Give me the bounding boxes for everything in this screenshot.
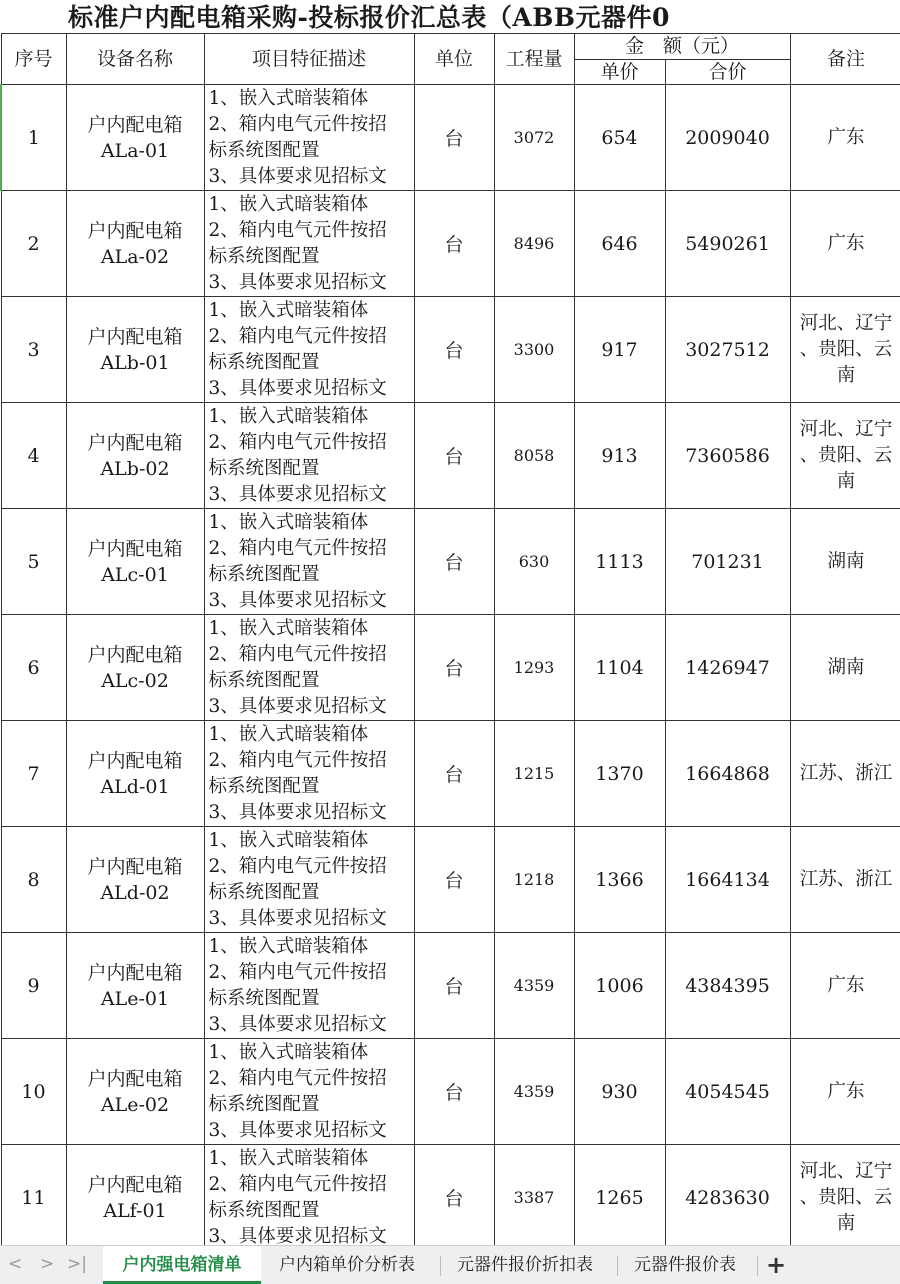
cell-device-name[interactable] bbox=[66, 933, 204, 1039]
header-unit[interactable]: 单位 bbox=[414, 34, 494, 85]
cell-note[interactable] bbox=[790, 297, 900, 403]
desc-line: 1、嵌入式暗装箱体 bbox=[208, 1042, 369, 1063]
device-code: ALd-02 bbox=[100, 881, 170, 904]
note-line: 、贵阳、云 bbox=[799, 338, 893, 360]
note-line: 河北、辽宁 bbox=[799, 312, 893, 334]
cell-unit-price[interactable]: 1370 bbox=[574, 721, 665, 827]
tab-component-quote[interactable]: 元器件报价表 bbox=[634, 1255, 736, 1275]
desc-line: 标系统图配置 bbox=[208, 988, 320, 1009]
note-line: 江苏、浙江 bbox=[799, 762, 893, 784]
tab-separator bbox=[440, 1256, 441, 1276]
note-line: 湖南 bbox=[827, 550, 865, 572]
cell-description[interactable] bbox=[204, 615, 414, 721]
note-line: 南 bbox=[836, 470, 856, 492]
table-row bbox=[1, 191, 900, 297]
desc-line: 2、箱内电气元件按招 bbox=[208, 1174, 387, 1195]
desc-line: 3、具体要求见招标文 bbox=[208, 1120, 387, 1141]
cell-device-name[interactable] bbox=[66, 85, 204, 191]
header-amount[interactable]: 金 额（元） bbox=[574, 34, 790, 60]
header-index[interactable]: 序号 bbox=[1, 34, 66, 85]
desc-line: 3、具体要求见招标文 bbox=[208, 272, 387, 293]
cell-description[interactable] bbox=[204, 191, 414, 297]
cell-description[interactable] bbox=[204, 933, 414, 1039]
cell-device-name[interactable] bbox=[66, 721, 204, 827]
cell-unit[interactable]: 台 bbox=[414, 1145, 494, 1246]
desc-line: 3、具体要求见招标文 bbox=[208, 1226, 387, 1245]
table-row bbox=[1, 297, 900, 403]
cell-unit[interactable]: 台 bbox=[414, 403, 494, 509]
cell-unit[interactable]: 台 bbox=[414, 85, 494, 191]
cell-unit[interactable]: 台 bbox=[414, 191, 494, 297]
cell-device-name[interactable] bbox=[66, 615, 204, 721]
desc-line: 2、箱内电气元件按招 bbox=[208, 750, 387, 771]
cell-index[interactable]: 4 bbox=[1, 403, 66, 509]
device-code: ALc-01 bbox=[101, 563, 169, 586]
cell-quantity[interactable]: 4359 bbox=[494, 1039, 574, 1145]
cell-index[interactable]: 2 bbox=[1, 191, 66, 297]
device-code: ALb-02 bbox=[100, 457, 170, 480]
cell-description[interactable] bbox=[204, 1145, 414, 1246]
cell-device-name[interactable] bbox=[66, 191, 204, 297]
device-code: ALc-02 bbox=[101, 669, 169, 692]
cell-description[interactable] bbox=[204, 509, 414, 615]
cell-quantity[interactable]: 3387 bbox=[494, 1145, 574, 1246]
cell-description[interactable] bbox=[204, 85, 414, 191]
cell-index[interactable]: 7 bbox=[1, 721, 66, 827]
desc-line: 2、箱内电气元件按招 bbox=[208, 962, 387, 983]
cell-total-price[interactable]: 4283630 bbox=[665, 1145, 790, 1246]
tab-separator bbox=[617, 1256, 618, 1276]
cell-description[interactable] bbox=[204, 1039, 414, 1145]
cell-index[interactable]: 11 bbox=[1, 1145, 66, 1246]
desc-line: 2、箱内电气元件按招 bbox=[208, 114, 387, 135]
desc-line: 2、箱内电气元件按招 bbox=[208, 220, 387, 241]
first-sheet-arrow-icon[interactable]: < bbox=[8, 1254, 23, 1274]
desc-line: 1、嵌入式暗装箱体 bbox=[208, 830, 369, 851]
note-line: 广东 bbox=[827, 232, 865, 254]
desc-line: 标系统图配置 bbox=[208, 140, 320, 161]
quote-table bbox=[0, 33, 900, 1245]
desc-line: 3、具体要求见招标文 bbox=[208, 802, 387, 823]
desc-line: 1、嵌入式暗装箱体 bbox=[208, 724, 369, 745]
desc-line: 2、箱内电气元件按招 bbox=[208, 326, 387, 347]
cell-total-price[interactable]: 1664868 bbox=[665, 721, 790, 827]
device-name-line: 户内配电箱 bbox=[87, 749, 183, 772]
device-code: ALe-02 bbox=[100, 1093, 170, 1116]
table-row bbox=[1, 827, 900, 933]
cell-unit-price[interactable]: 917 bbox=[574, 297, 665, 403]
add-sheet-icon[interactable]: + bbox=[766, 1251, 787, 1279]
device-code: ALb-01 bbox=[100, 351, 170, 374]
header-name[interactable]: 设备名称 bbox=[66, 34, 204, 85]
table-row bbox=[1, 85, 900, 191]
header-qty[interactable]: 工程量 bbox=[494, 34, 574, 85]
note-line: 江苏、浙江 bbox=[799, 868, 893, 890]
desc-line: 3、具体要求见招标文 bbox=[208, 378, 387, 399]
cell-total-price[interactable]: 3027512 bbox=[665, 297, 790, 403]
desc-line: 标系统图配置 bbox=[208, 1094, 320, 1115]
cell-note[interactable] bbox=[790, 85, 900, 191]
note-line: 广东 bbox=[827, 126, 865, 148]
spreadsheet-grid[interactable] bbox=[0, 33, 900, 1245]
last-sheet-arrow-icon[interactable]: >| bbox=[67, 1254, 87, 1274]
cell-index[interactable]: 5 bbox=[1, 509, 66, 615]
tab-discount-sheet[interactable]: 元器件报价折扣表 bbox=[457, 1255, 593, 1275]
desc-line: 2、箱内电气元件按招 bbox=[208, 538, 387, 559]
cell-unit[interactable]: 台 bbox=[414, 933, 494, 1039]
device-name-line: 户内配电箱 bbox=[87, 855, 183, 878]
cell-unit[interactable]: 台 bbox=[414, 827, 494, 933]
cell-note[interactable] bbox=[790, 1039, 900, 1145]
cell-device-name[interactable] bbox=[66, 1039, 204, 1145]
table-row bbox=[1, 615, 900, 721]
cell-index[interactable]: 8 bbox=[1, 827, 66, 933]
header-total[interactable]: 合价 bbox=[665, 60, 790, 85]
tab-strong-box-list[interactable]: 户内强电箱清单 bbox=[103, 1246, 261, 1284]
device-code: ALa-01 bbox=[100, 139, 170, 162]
cell-unit-price[interactable]: 930 bbox=[574, 1039, 665, 1145]
note-line: 、贵阳、云 bbox=[799, 1186, 893, 1208]
cell-total-price[interactable]: 5490261 bbox=[665, 191, 790, 297]
cell-device-name[interactable] bbox=[66, 403, 204, 509]
desc-line: 2、箱内电气元件按招 bbox=[208, 856, 387, 877]
cell-note[interactable] bbox=[790, 403, 900, 509]
cell-unit[interactable]: 台 bbox=[414, 297, 494, 403]
cell-note[interactable] bbox=[790, 615, 900, 721]
note-line: 南 bbox=[836, 1212, 856, 1234]
tab-unit-price-analysis[interactable]: 户内箱单价分析表 bbox=[279, 1255, 415, 1275]
desc-line: 标系统图配置 bbox=[208, 882, 320, 903]
desc-line: 标系统图配置 bbox=[208, 670, 320, 691]
device-code: ALe-01 bbox=[100, 987, 170, 1010]
desc-line: 标系统图配置 bbox=[208, 458, 320, 479]
table-row bbox=[1, 721, 900, 827]
cell-device-name[interactable] bbox=[66, 1145, 204, 1246]
note-line: 广东 bbox=[827, 1080, 865, 1102]
note-line: 河北、辽宁 bbox=[799, 418, 893, 440]
device-name-line: 户内配电箱 bbox=[87, 219, 183, 242]
cell-quantity[interactable]: 8496 bbox=[494, 191, 574, 297]
desc-line: 3、具体要求见招标文 bbox=[208, 696, 387, 717]
cell-index[interactable]: 6 bbox=[1, 615, 66, 721]
desc-line: 标系统图配置 bbox=[208, 246, 320, 267]
cell-total-price[interactable]: 1664134 bbox=[665, 827, 790, 933]
cell-description[interactable] bbox=[204, 297, 414, 403]
note-line: 、贵阳、云 bbox=[799, 444, 893, 466]
cell-total-price[interactable]: 7360586 bbox=[665, 403, 790, 509]
note-line: 河北、辽宁 bbox=[799, 1160, 893, 1182]
cell-unit[interactable]: 台 bbox=[414, 721, 494, 827]
cell-note[interactable] bbox=[790, 721, 900, 827]
cell-index[interactable]: 10 bbox=[1, 1039, 66, 1145]
table-row bbox=[1, 933, 900, 1039]
desc-line: 3、具体要求见招标文 bbox=[208, 484, 387, 505]
device-name-line: 户内配电箱 bbox=[87, 113, 183, 136]
desc-line: 标系统图配置 bbox=[208, 1200, 320, 1221]
cell-device-name[interactable] bbox=[66, 297, 204, 403]
cell-unit-price[interactable]: 1265 bbox=[574, 1145, 665, 1246]
header-unit-price[interactable]: 单价 bbox=[574, 60, 665, 85]
cell-unit[interactable]: 台 bbox=[414, 1039, 494, 1145]
note-line: 湖南 bbox=[827, 656, 865, 678]
device-name-line: 户内配电箱 bbox=[87, 537, 183, 560]
cell-unit[interactable]: 台 bbox=[414, 615, 494, 721]
cell-index[interactable]: 3 bbox=[1, 297, 66, 403]
desc-line: 标系统图配置 bbox=[208, 352, 320, 373]
desc-line: 标系统图配置 bbox=[208, 564, 320, 585]
cell-quantity[interactable]: 4359 bbox=[494, 933, 574, 1039]
cell-description[interactable] bbox=[204, 827, 414, 933]
desc-line: 1、嵌入式暗装箱体 bbox=[208, 88, 369, 109]
table-row bbox=[1, 1039, 900, 1145]
cell-unit-price[interactable]: 1104 bbox=[574, 615, 665, 721]
cell-total-price[interactable]: 2009040 bbox=[665, 85, 790, 191]
cell-note[interactable] bbox=[790, 1145, 900, 1246]
device-name-line: 户内配电箱 bbox=[87, 1173, 183, 1196]
header-desc[interactable]: 项目特征描述 bbox=[204, 34, 414, 85]
cell-unit[interactable]: 台 bbox=[414, 509, 494, 615]
desc-line: 2、箱内电气元件按招 bbox=[208, 432, 387, 453]
cell-quantity[interactable]: 8058 bbox=[494, 403, 574, 509]
cell-unit-price[interactable]: 1006 bbox=[574, 933, 665, 1039]
note-line: 广东 bbox=[827, 974, 865, 996]
cell-total-price[interactable]: 4054545 bbox=[665, 1039, 790, 1145]
cell-quantity[interactable]: 3072 bbox=[494, 85, 574, 191]
desc-line: 3、具体要求见招标文 bbox=[208, 166, 387, 187]
cell-quantity[interactable]: 1218 bbox=[494, 827, 574, 933]
desc-line: 标系统图配置 bbox=[208, 776, 320, 797]
desc-line: 1、嵌入式暗装箱体 bbox=[208, 936, 369, 957]
cell-unit-price[interactable]: 913 bbox=[574, 403, 665, 509]
desc-line: 1、嵌入式暗装箱体 bbox=[208, 406, 369, 427]
desc-line: 1、嵌入式暗装箱体 bbox=[208, 618, 369, 639]
cell-unit-price[interactable]: 646 bbox=[574, 191, 665, 297]
cell-quantity[interactable]: 3300 bbox=[494, 297, 574, 403]
cell-note[interactable] bbox=[790, 827, 900, 933]
desc-line: 3、具体要求见招标文 bbox=[208, 908, 387, 929]
device-code: ALd-01 bbox=[100, 775, 170, 798]
cell-index[interactable]: 1 bbox=[1, 85, 66, 191]
cell-unit-price[interactable]: 1113 bbox=[574, 509, 665, 615]
desc-line: 3、具体要求见招标文 bbox=[208, 590, 387, 611]
table-row bbox=[1, 1145, 900, 1246]
device-name-line: 户内配电箱 bbox=[87, 431, 183, 454]
cell-description[interactable] bbox=[204, 403, 414, 509]
device-name-line: 户内配电箱 bbox=[87, 643, 183, 666]
device-name-line: 户内配电箱 bbox=[87, 1067, 183, 1090]
header-note[interactable]: 备注 bbox=[790, 34, 900, 85]
cell-description[interactable] bbox=[204, 721, 414, 827]
cell-unit-price[interactable]: 654 bbox=[574, 85, 665, 191]
table-row bbox=[1, 403, 900, 509]
cell-quantity[interactable]: 630 bbox=[494, 509, 574, 615]
tab-separator bbox=[757, 1256, 758, 1276]
desc-line: 1、嵌入式暗装箱体 bbox=[208, 300, 369, 321]
cell-index[interactable]: 9 bbox=[1, 933, 66, 1039]
desc-line: 1、嵌入式暗装箱体 bbox=[208, 512, 369, 533]
desc-line: 3、具体要求见招标文 bbox=[208, 1014, 387, 1035]
device-code: ALf-01 bbox=[103, 1199, 167, 1222]
cell-note[interactable] bbox=[790, 933, 900, 1039]
sheet-title: 标准户内配电箱采购-投标报价汇总表（ABB元器件0 bbox=[68, 3, 670, 32]
desc-line: 1、嵌入式暗装箱体 bbox=[208, 194, 369, 215]
desc-line: 2、箱内电气元件按招 bbox=[208, 1068, 387, 1089]
note-line: 南 bbox=[836, 364, 856, 386]
desc-line: 2、箱内电气元件按招 bbox=[208, 644, 387, 665]
cell-quantity[interactable]: 1293 bbox=[494, 615, 574, 721]
next-sheet-arrow-icon[interactable]: > bbox=[40, 1254, 55, 1274]
cell-total-price[interactable]: 4384395 bbox=[665, 933, 790, 1039]
device-name-line: 户内配电箱 bbox=[87, 961, 183, 984]
device-code: ALa-02 bbox=[100, 245, 170, 268]
device-name-line: 户内配电箱 bbox=[87, 325, 183, 348]
cell-total-price[interactable]: 1426947 bbox=[665, 615, 790, 721]
sheet-tab-bar bbox=[0, 1245, 900, 1284]
table-row bbox=[1, 509, 900, 615]
cell-device-name[interactable] bbox=[66, 827, 204, 933]
cell-total-price[interactable]: 701231 bbox=[665, 509, 790, 615]
cell-note[interactable] bbox=[790, 191, 900, 297]
cell-quantity[interactable]: 1215 bbox=[494, 721, 574, 827]
cell-device-name[interactable] bbox=[66, 509, 204, 615]
cell-unit-price[interactable]: 1366 bbox=[574, 827, 665, 933]
cell-note[interactable] bbox=[790, 509, 900, 615]
desc-line: 1、嵌入式暗装箱体 bbox=[208, 1148, 369, 1169]
